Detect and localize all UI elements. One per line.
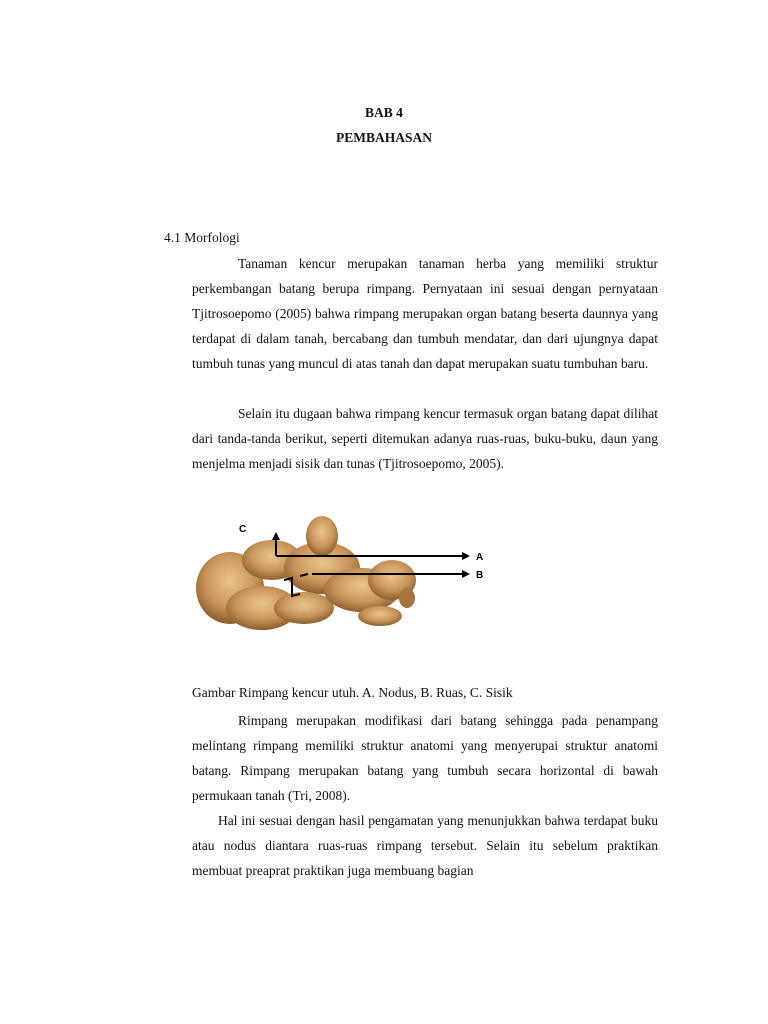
- figure-caption: Gambar Rimpang kencur utuh. A. Nodus, B. Ruas, C. Sisik: [192, 685, 513, 700]
- chapter-number: BAB 4: [365, 105, 403, 120]
- label-c: C: [239, 524, 247, 535]
- label-b: B: [476, 570, 484, 581]
- paragraph-3: Rimpang merupakan modifikasi dari batang sehingga pada penampang melintang rimpang memiliki struktur anatomi yang menyerupai struktur anatomi batang. Rimpang merupakan batang yang tumbuh secara horizontal di bawah permukaan tanah (Tri, 2008).: [192, 713, 658, 803]
- chapter-title: PEMBAHASAN: [335, 130, 432, 145]
- rhizome-image: [192, 508, 502, 658]
- paragraph-2: Selain itu dugaan bahwa rimpang kencur termasuk organ batang dapat dilihat dari tanda-tanda berikut, seperti ditemukan adanya ruas-ruas, buku-buku, daun yang menjelma menjadi sisik dan tunas (Tjitrosoepomo, 2005).: [192, 406, 658, 471]
- label-a: A: [476, 552, 484, 563]
- paragraph-4: Hal ini sesuai dengan hasil pengamatan yang menunjukkan bahwa terdapat buku atau nodus diantara ruas-ruas rimpang tersebut. Selain itu sebelum praktikan membuat preaprat praktikan juga membuang bagian: [192, 813, 658, 878]
- paragraph-1: Tanaman kencur merupakan tanaman herba yang memiliki struktur perkembangan batang berupa rimpang. Pernyataan ini sesuai dengan pernyataan Tjitrosoepomo (2005) bahwa rimpang merupakan organ batang beserta daunnya yang terdapat di dalam tanah, bercabang dan tumbuh mendatar, dan dari ujungnya dapat tumbuh tunas yang muncul di atas tanah dan dapat merupakan suatu tumbuhan baru.: [192, 256, 658, 371]
- arrow-c-head: [272, 532, 280, 540]
- rhizome-figure: [192, 508, 502, 658]
- arrow-b-head: [462, 570, 470, 578]
- arrow-a-head: [462, 552, 470, 560]
- section-heading: 4.1 Morfologi: [164, 230, 240, 245]
